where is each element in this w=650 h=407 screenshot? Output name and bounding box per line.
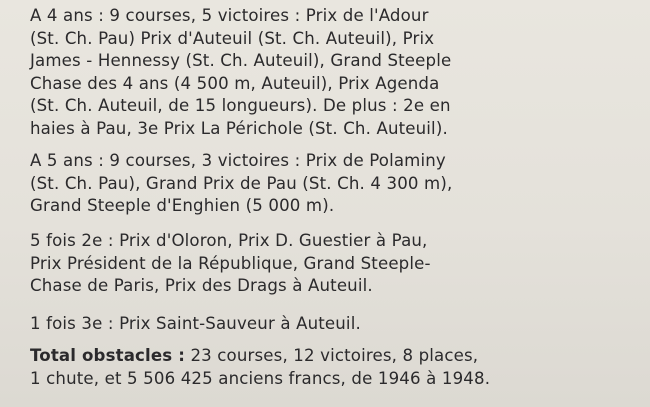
text-line: A 4 ans : 9 courses, 5 victoires : Prix de l'Adour [30, 6, 429, 25]
text-line: 5 fois 2e : Prix d'Oloron, Prix D. Guestier à Pau, [30, 231, 428, 250]
text-line: (St. Ch. Pau) Prix d'Auteuil (St. Ch. Auteuil), Prix [30, 28, 435, 48]
text-line: Prix Président de la République, Grand Steeple- [30, 253, 431, 273]
text-line: (St. Ch. Auteuil, de 15 longueurs). De plus : 2e en [30, 96, 451, 115]
paragraph-4-ans [30, 5, 644, 140]
paragraph-1-fois-3e [30, 313, 644, 336]
text-line [30, 345, 644, 368]
paragraph-5-ans [30, 150, 644, 218]
paragraph-5-fois-2e [30, 230, 644, 298]
text-line: Chase de Paris, Prix des Drags à Auteuil. [30, 276, 373, 295]
text-line: A 5 ans : 9 courses, 3 victoires : Prix de Polaminy [30, 151, 446, 170]
text-line: James - Hennessy (St. Ch. Auteuil), Grand Steeple [30, 51, 452, 70]
text-line: 1 chute, et 5 506 425 anciens francs, de 1946 à 1948. [30, 368, 491, 388]
total-obstacles-label: Total obstacles : [30, 346, 186, 365]
paragraph-total-obstacles [30, 345, 644, 390]
text-line: Grand Steeple d'Enghien (5 000 m). [30, 196, 335, 215]
text-line: haies à Pau, 3e Prix La Périchole (St. Ch. Auteuil). [30, 118, 448, 138]
text-line: (St. Ch. Pau), Grand Prix de Pau (St. Ch. 4 300 m), [30, 173, 453, 193]
total-obstacles-text: 23 courses, 12 victoires, 8 places, [185, 346, 479, 365]
text-line: 1 fois 3e : Prix Saint-Sauveur à Auteuil. [30, 314, 361, 333]
text-line: Chase des 4 ans (4 500 m, Auteuil), Prix Agenda [30, 73, 440, 93]
